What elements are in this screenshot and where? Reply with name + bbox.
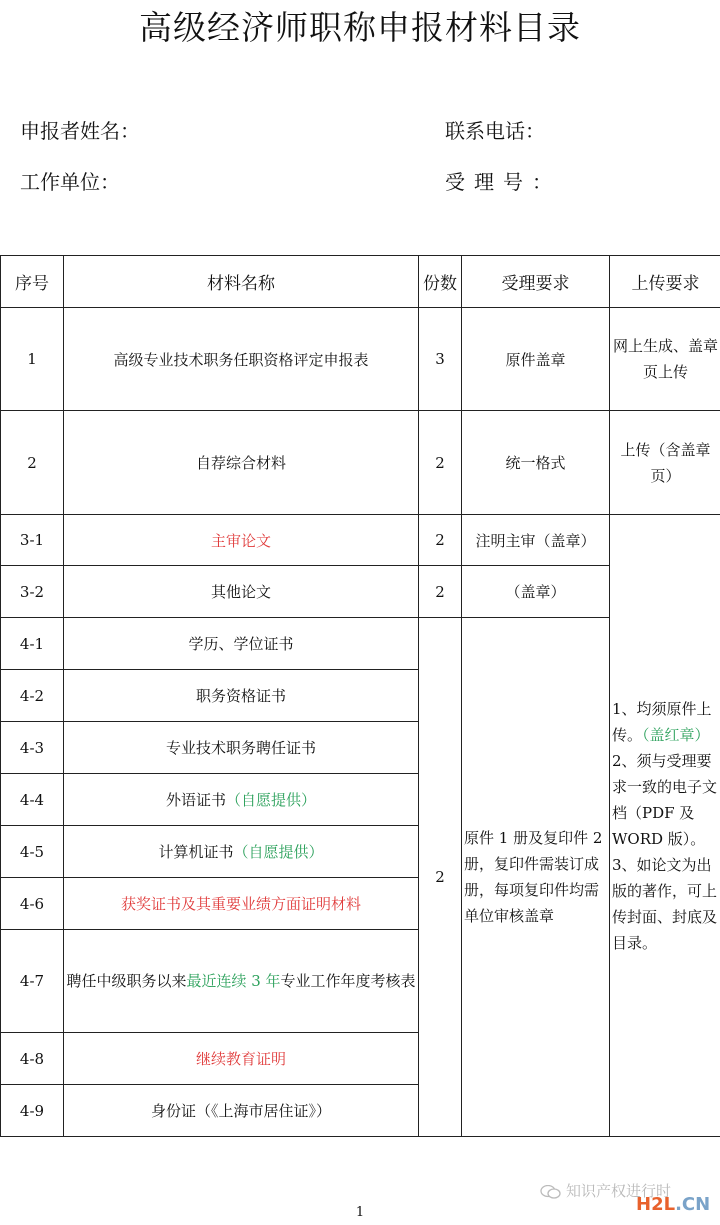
work-unit-label: 工作单位： (20, 170, 120, 194)
row-index: 4-7 (1, 930, 64, 1033)
row-index: 4-4 (1, 774, 64, 826)
material-name-text: 计算机证书 (158, 843, 234, 861)
row-material-name: 其他论文 (64, 566, 419, 618)
row-copies: 2 (419, 411, 462, 515)
row-index: 4-5 (1, 826, 64, 878)
upload-note-1-highlight: （盖红章） (642, 725, 710, 744)
row-material-name (64, 930, 419, 1033)
row-index: 4-1 (1, 618, 64, 670)
upload-note-3: 3、如论文为出版的著作，可上传封面、封底及目录。 (612, 855, 718, 952)
row-index: 4-8 (1, 1033, 64, 1085)
row-copies: 3 (419, 308, 462, 411)
table-row (1, 308, 720, 411)
wechat-icon (540, 1185, 562, 1199)
row-index: 1 (1, 308, 64, 411)
material-name-part-c: 专业工作年度考核表 (280, 972, 416, 990)
header-copies: 份数 (419, 256, 462, 308)
material-name-highlight: 最近连续 3 年 (186, 972, 281, 990)
upload-note-2: 2、须与受理要求一致的电子文档（PDF 及 WORD 版）。 (612, 751, 718, 848)
table-row (1, 411, 720, 515)
row-acceptance-req: 原件盖章 (462, 308, 610, 411)
row-acceptance-req: （盖章） (462, 566, 610, 618)
header-material-name: 材料名称 (64, 256, 419, 308)
row-upload-req (610, 411, 720, 515)
row-material-name: 继续教育证明 (64, 1033, 419, 1085)
row-upload-req (610, 308, 720, 411)
row-index: 3-1 (1, 515, 64, 566)
phone-label: 联系电话： (445, 119, 545, 143)
logo-cn: .CN (675, 1194, 711, 1215)
page-title: 高级经济师职称申报材料目录 (139, 8, 581, 47)
table-row (1, 515, 720, 566)
row-acceptance-req: 注明主审（盖章） (462, 515, 610, 566)
group4-acceptance-req: 原件 1 册及复印件 2 册，复印件需装订成册，每项复印件均需单位审核盖章 (462, 618, 610, 1137)
row-material-name: 职务资格证书 (64, 670, 419, 722)
logo-h2l: H2L (636, 1194, 676, 1215)
row-index: 4-6 (1, 878, 64, 930)
row-material-name: 高级专业技术职务任职资格评定申报表 (64, 308, 419, 411)
row-material-name: 专业技术职务聘任证书 (64, 722, 419, 774)
row-material-name: 主审论文 (64, 515, 419, 566)
row-material-name: 身份证（《上海市居住证》） (64, 1085, 419, 1137)
watermark-text: 知识产权进行时 (566, 1182, 672, 1200)
row-acceptance-req: 统一格式 (462, 411, 610, 515)
row-material-name: 学历、学位证书 (64, 618, 419, 670)
row-material-name: 自荐综合材料 (64, 411, 419, 515)
acceptance-number-label: 受理号： (445, 170, 561, 194)
row-index: 4-2 (1, 670, 64, 722)
row-index: 3-2 (1, 566, 64, 618)
row-material-name (64, 826, 419, 878)
upload-req-merged-cell (610, 515, 720, 1137)
group4-copies: 2 (419, 618, 462, 1137)
row-copies: 2 (419, 566, 462, 618)
row-material-name: 获奖证书及其重要业绩方面证明材料 (64, 878, 419, 930)
row-copies: 2 (419, 515, 462, 566)
header-upload-req: 上传要求 (610, 256, 720, 308)
header-index: 序号 (1, 256, 64, 308)
applicant-name-label: 申报者姓名： (20, 119, 140, 143)
upload-req-text: 网上生成、盖章页上传 (612, 337, 718, 381)
table-header-row (1, 256, 720, 308)
material-name-part-a: 聘任中级职务以来 (66, 972, 187, 990)
page-number: 1 (355, 1205, 365, 1220)
upload-req-text: 上传（含盖章页） (620, 440, 711, 485)
header-acceptance-req: 受理要求 (462, 256, 610, 308)
row-material-name (64, 774, 419, 826)
material-name-text: 外语证书 (165, 791, 226, 809)
materials-table (0, 255, 720, 1137)
row-index: 2 (1, 411, 64, 515)
voluntary-note: （自愿提供） (233, 843, 324, 861)
voluntary-note: （自愿提供） (226, 791, 317, 809)
row-index: 4-9 (1, 1085, 64, 1137)
row-index: 4-3 (1, 722, 64, 774)
upload-note-1: 1、均须原件上传。 (612, 699, 712, 744)
